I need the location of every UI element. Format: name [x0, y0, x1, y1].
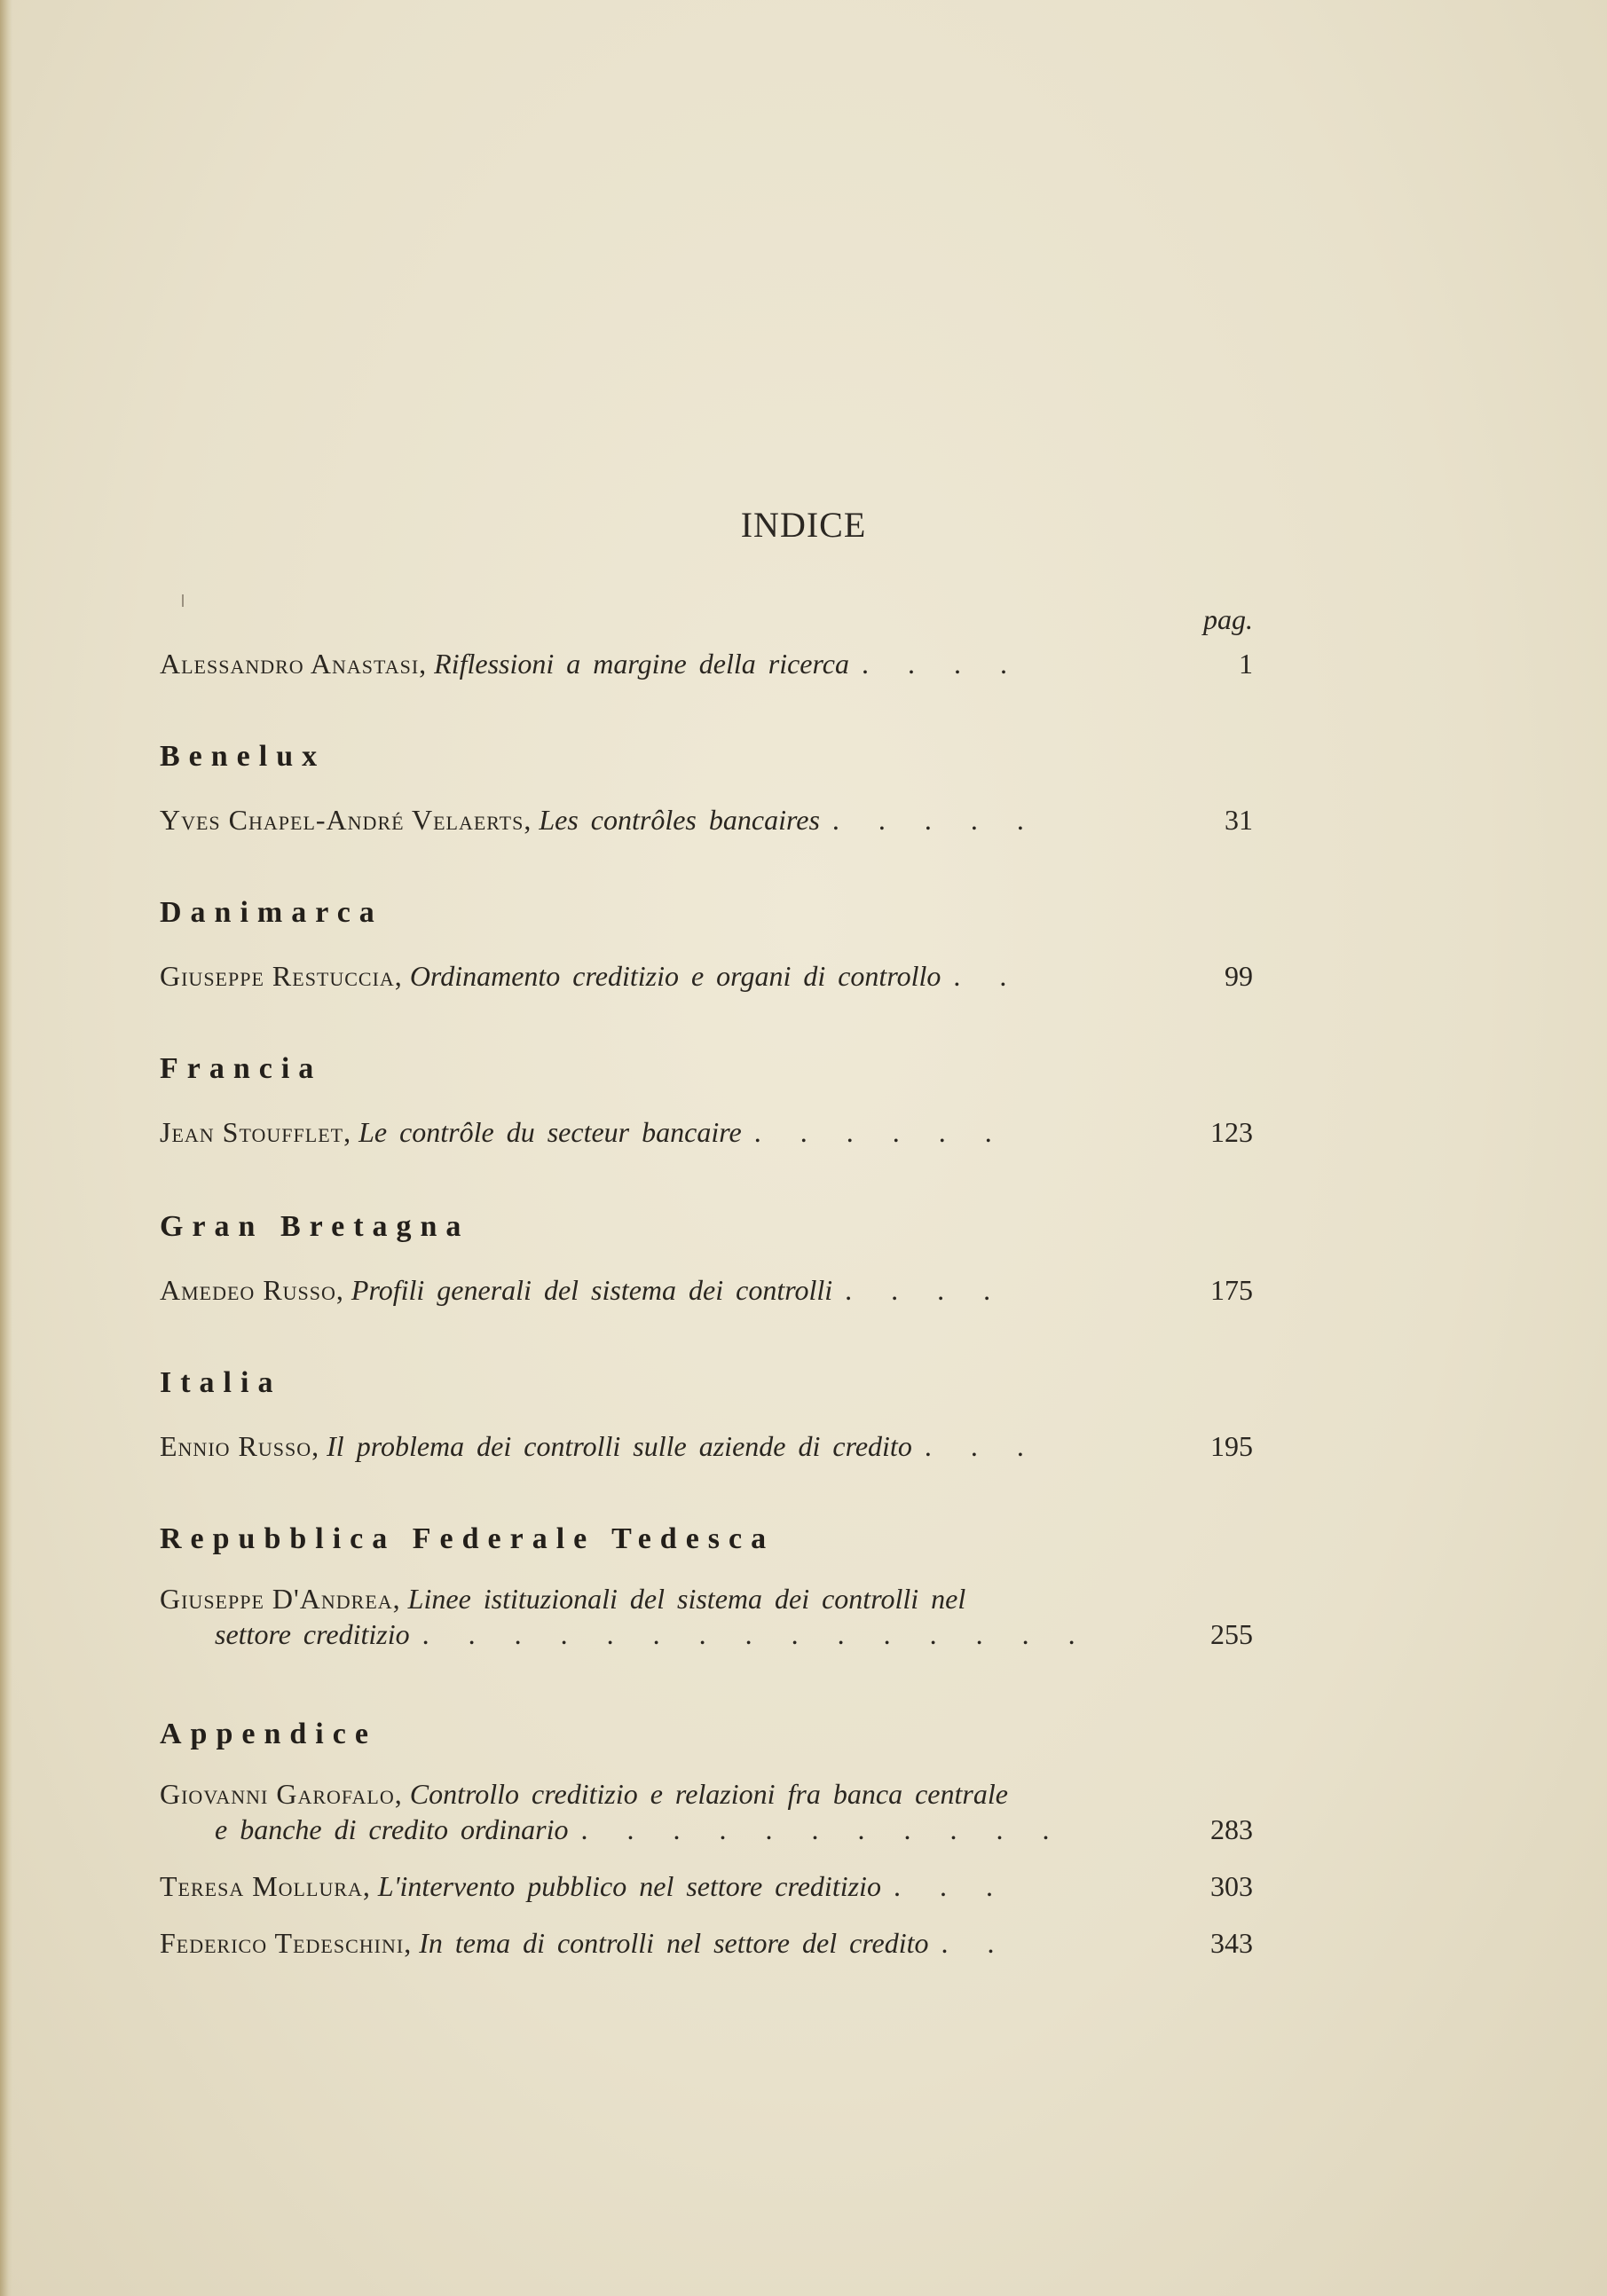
entry-title-continued: settore creditizio — [215, 1618, 410, 1650]
entry-title: Riflessioni a margine della ricerca — [434, 648, 849, 680]
entry-page-number: 343 — [1210, 1927, 1253, 1959]
toc-entry-continuation — [215, 1812, 1253, 1855]
entry-author: Ennio Russo, — [160, 1430, 320, 1462]
section-heading-appendice: Appendice — [160, 1718, 377, 1750]
leader-dots: . . . . — [845, 1274, 1007, 1306]
entry-title: Le contrôle du secteur bancaire — [358, 1116, 742, 1148]
entry-title: Les contrôles bancaires — [539, 804, 820, 836]
section-heading-gran-bretagna: Gran Bretagna — [160, 1210, 470, 1243]
entry-author: Giovanni Garofalo, — [160, 1778, 403, 1810]
leader-dots: . . — [941, 1927, 1011, 1959]
section-heading-italia: Italia — [160, 1366, 282, 1399]
toc-entry — [160, 1114, 1253, 1158]
section-heading-benelux: Benelux — [160, 740, 327, 773]
section-heading-francia: Francia — [160, 1052, 323, 1085]
entry-page-number: 195 — [1210, 1430, 1253, 1462]
entry-page-number: 283 — [1210, 1813, 1253, 1845]
toc-entry — [160, 1272, 1253, 1316]
page-title: INDICE — [740, 505, 867, 545]
entry-author: Amedeo Russo, — [160, 1274, 344, 1306]
leader-dots: . . . . . . . . . . . . . . . — [421, 1618, 1091, 1650]
stray-mark — [182, 594, 184, 607]
toc-entry — [160, 802, 1253, 845]
entry-page-number: 175 — [1210, 1274, 1253, 1306]
leader-dots: . . . — [924, 1430, 1040, 1462]
entry-title-continued: e banche di credito ordinario — [215, 1813, 569, 1845]
section-heading-danimarca: Danimarca — [160, 896, 383, 929]
entry-author: Teresa Mollura, — [160, 1870, 371, 1902]
toc-entry-continuation — [215, 1616, 1253, 1660]
entry-page-number: 31 — [1225, 804, 1253, 836]
entry-page-number: 123 — [1210, 1116, 1253, 1148]
leader-dots: . . . . . — [831, 804, 1040, 836]
leader-dots: . . — [953, 960, 1023, 992]
entry-title: L'intervento pubblico nel settore creditizio — [377, 1870, 881, 1902]
toc-entry-intro — [160, 646, 1253, 689]
entry-author: Jean Stoufflet, — [160, 1116, 352, 1148]
page-column-label: pag. — [1203, 603, 1253, 635]
entry-title: Ordinamento creditizio e organi di controllo — [409, 960, 941, 992]
section-heading-repubblica-federale-tedesca: Repubblica Federale Tedesca — [160, 1522, 776, 1555]
entry-title: In tema di controlli nel settore del credito — [419, 1927, 929, 1959]
leader-dots: . . . . — [861, 648, 1023, 680]
leader-dots: . . . — [893, 1870, 1009, 1902]
entry-page-number: 1 — [1239, 648, 1253, 680]
entry-author: Giuseppe D'Andrea, — [160, 1583, 401, 1615]
entry-title: Profili generali del sistema dei controlli — [351, 1274, 833, 1306]
entry-page-number: 99 — [1225, 960, 1253, 992]
leader-dots: . . . . . . . . . . . — [580, 1813, 1066, 1845]
page-edge — [0, 0, 12, 2296]
entry-page-number: 303 — [1210, 1870, 1253, 1902]
entry-author: Giuseppe Restuccia, — [160, 960, 403, 992]
toc-entry — [160, 958, 1253, 1002]
entry-author: Alessandro Anastasi, — [160, 648, 428, 680]
toc-entry — [160, 1428, 1253, 1472]
entry-page-number: 255 — [1210, 1618, 1253, 1650]
entry-title: Controllo creditizio e relazioni fra banca centrale — [409, 1778, 1008, 1810]
toc-entry — [160, 1868, 1253, 1912]
entry-title: Linee istituzionali del sistema dei controlli nel — [407, 1583, 966, 1615]
entry-title: Il problema dei controlli sulle aziende di credito — [327, 1430, 912, 1462]
entry-author: Federico Tedeschini, — [160, 1927, 413, 1959]
entry-author: Yves Chapel-André Velaerts, — [160, 804, 532, 836]
toc-entry — [160, 1925, 1253, 1969]
leader-dots: . . . . . . — [753, 1116, 1008, 1148]
